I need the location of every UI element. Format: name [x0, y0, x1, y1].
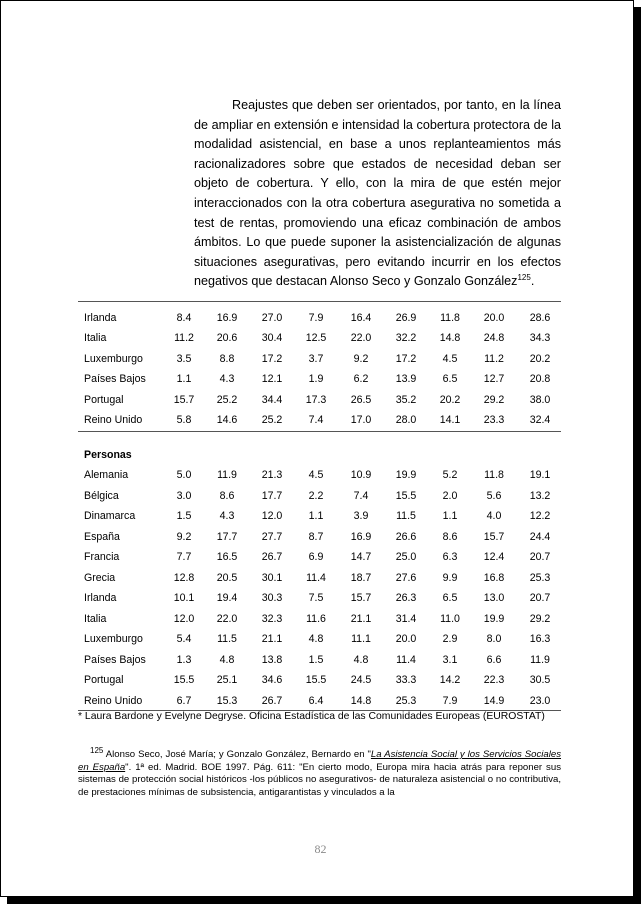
table-cell: 11.4	[306, 571, 326, 584]
country-label: España	[84, 530, 120, 543]
table-cell: 23.3	[483, 414, 505, 426]
table-cell: 4.3	[219, 510, 235, 522]
country-label: Reino Unido	[84, 694, 143, 707]
table-cell: 22.0	[350, 332, 372, 345]
table-cell: 11.2	[174, 332, 194, 345]
country-label: Irlanda	[84, 312, 117, 324]
table-cell: 25.0	[395, 551, 417, 563]
table-cell: 25.2	[216, 393, 238, 406]
table-cell: 21.1	[350, 612, 372, 625]
table-cell: 12.8	[173, 571, 195, 584]
table-cell: 4.3	[219, 373, 235, 386]
table-cell: 1.3	[176, 653, 192, 666]
table-row	[84, 328, 564, 348]
table-row	[84, 308, 564, 328]
table-cell: 2.9	[442, 633, 458, 645]
table-cell: 31.4	[395, 612, 417, 625]
table-cell: 26.6	[395, 530, 417, 543]
table-cell: 11.6	[306, 612, 326, 625]
table-cell: 8.6	[442, 530, 458, 543]
table-cell: 2.2	[308, 489, 324, 502]
table-cell: 6.2	[353, 373, 369, 386]
country-label: Italia	[84, 612, 107, 625]
table-cell: 20.5	[216, 571, 238, 584]
footnote	[78, 745, 562, 799]
country-label: Bélgica	[84, 489, 119, 502]
country-label: Irlanda	[84, 592, 117, 604]
table-source-note: * Laura Bardone y Evelyne Degryse. Oficina Estadística de las Comunidades Europeas (EUROSTAT)	[78, 711, 545, 722]
table-cell: 5.6	[486, 489, 502, 502]
table-cell: 14.7	[350, 551, 372, 563]
table-cell: 4.5	[442, 352, 458, 365]
table-cell: 21.1	[261, 633, 283, 645]
table-cell: 11.2	[484, 352, 504, 365]
footnote-book-title: La Asistencia Social y los Servicios Sociales en España	[78, 749, 562, 773]
table-cell: 19.1	[529, 469, 551, 481]
page-shadow-right	[634, 7, 641, 904]
table-cell: 17.0	[350, 414, 372, 426]
country-label: Luxemburgo	[84, 633, 143, 645]
table-cell: 5.8	[176, 414, 192, 426]
footnote-text-rest: ". 1ª ed. Madrid. BOE 1997. Pág. 611: "En cierto modo, Europa mira hacia atrás para reponer sus sistemas de protección social históricos -los públicos no asegurativos- de naturaleza asistencial o no contributiva, de prestaciones mínimas de subsistencia, antigarantistas y vinculados a la	[78, 761, 561, 798]
country-label: Dinamarca	[84, 510, 136, 522]
table-row	[84, 609, 564, 629]
table-cell: 20.2	[439, 393, 461, 406]
table-cell: 4.8	[219, 653, 235, 666]
table-cell: 25.2	[261, 414, 283, 426]
table-cell: 38.0	[529, 393, 551, 406]
table-cell: 27.7	[261, 530, 283, 543]
table-cell: 7.9	[442, 694, 458, 707]
table-cell: 21.3	[261, 469, 283, 481]
table-cell: 20.6	[216, 332, 238, 345]
table-cell: 30.3	[261, 592, 283, 604]
table-cell: 30.4	[261, 332, 283, 345]
table-cell: 20.2	[529, 352, 551, 365]
table-cell: 35.2	[395, 393, 417, 406]
country-label: Reino Unido	[84, 414, 143, 426]
table-cell: 16.9	[350, 530, 372, 543]
country-label: Portugal	[84, 393, 124, 406]
table-cell: 7.5	[308, 592, 324, 604]
table-cell: 19.9	[483, 612, 505, 625]
table-row	[84, 670, 564, 690]
table-cell: 29.2	[483, 393, 505, 406]
table-cell: 32.3	[261, 612, 283, 625]
table-cell: 17.7	[216, 530, 238, 543]
table-cell: 16.3	[529, 633, 551, 645]
table-cell: 20.0	[395, 633, 417, 645]
table-cell: 7.9	[308, 312, 324, 324]
table-cell: 3.7	[308, 352, 324, 365]
table-cell: 13.0	[483, 592, 505, 604]
table-cell: 1.9	[308, 373, 324, 386]
table-cell: 26.7	[261, 551, 283, 563]
table-cell: 7.7	[176, 551, 192, 563]
table-cell: 12.0	[173, 612, 195, 625]
table-cell: 11.5	[217, 633, 237, 645]
table-cell: 19.9	[395, 469, 417, 481]
table-cell: 23.0	[529, 694, 551, 707]
table-cell: 5.0	[176, 469, 192, 481]
country-label: Alemania	[84, 469, 129, 481]
table-cell: 16.8	[483, 571, 505, 584]
table-cell: 11.9	[530, 653, 550, 666]
table-cell: 14.8	[439, 332, 461, 345]
table-cell: 3.0	[176, 489, 192, 502]
table-row	[84, 527, 564, 547]
country-label: Países Bajos	[84, 373, 146, 386]
table-cell: 27.6	[395, 571, 417, 584]
table-cell: 11.4	[396, 653, 416, 666]
table-cell: 14.2	[439, 674, 461, 686]
table-cell: 12.1	[261, 373, 283, 386]
table-cell: 14.9	[483, 694, 505, 707]
country-label: Portugal	[84, 674, 124, 686]
table-cell: 17.2	[261, 352, 283, 365]
table-row	[84, 691, 564, 711]
table-row	[84, 486, 564, 506]
table-cell: 1.5	[176, 510, 192, 522]
table-cell: 15.7	[483, 530, 505, 543]
table-cell: 22.0	[216, 612, 238, 625]
table-cell: 24.8	[483, 332, 505, 345]
table-cell: 9.2	[176, 530, 192, 543]
table-cell: 11.0	[440, 612, 460, 625]
table-cell: 10.9	[350, 469, 372, 481]
table-cell: 11.5	[396, 510, 416, 522]
table-cell: 19.4	[216, 592, 238, 604]
table-cell: 13.8	[261, 653, 283, 666]
table-cell: 7.4	[308, 414, 324, 426]
table-cell: 25.3	[395, 694, 417, 707]
table-cell: 20.0	[483, 312, 505, 324]
table-cell: 34.6	[261, 674, 283, 686]
table-cell: 15.7	[173, 393, 195, 406]
country-label: Italia	[84, 332, 107, 345]
table-cell: 20.7	[529, 592, 551, 604]
table-cell: 25.3	[529, 571, 551, 584]
table-row	[84, 369, 564, 389]
table-cell: 12.0	[261, 510, 283, 522]
table-cell: 4.8	[308, 633, 324, 645]
table-cell: 12.5	[305, 332, 327, 345]
table-cell: 8.8	[219, 352, 235, 365]
table-cell: 24.4	[529, 530, 551, 543]
table-cell: 4.5	[308, 469, 324, 481]
table-cell: 14.6	[216, 414, 238, 426]
table-cell: 22.3	[483, 674, 505, 686]
paragraph-end: .	[530, 274, 535, 289]
table-cell: 6.5	[442, 592, 458, 604]
table-cell: 17.3	[305, 393, 327, 406]
table-cell: 33.3	[395, 674, 417, 686]
table-cell: 16.9	[216, 312, 238, 324]
table-cell: 28.6	[529, 312, 551, 324]
table-cell: 25.1	[216, 674, 238, 686]
table-cell: 3.5	[176, 352, 192, 365]
table-cell: 9.9	[442, 571, 458, 584]
table-cell: 6.3	[442, 551, 458, 563]
table-cell: 15.3	[216, 694, 238, 707]
table-cell: 16.4	[350, 312, 372, 324]
table-cell: 26.7	[261, 694, 283, 707]
paragraph-text: Reajustes que deben ser orientados, por tanto, en la línea de ampliar en extensión e intensidad la cobertura protectora de la modalidad asistencial, en base a unos replanteamientos más racionalizadores sobre que estados de necesidad deban ser objeto de cobertura. Y ello, con la mira de que estén mejor interaccionados con la otra cobertura asegurativa no sometida a test de rentas, promoviendo una eficaz combinación de ambos ámbitos. Lo que puede suponer la asistencialización de algunas situaciones asegurativas, pero evitando incurrir en los efectos negativos que destacan Alonso Seco y Gonzalo González	[194, 98, 561, 289]
table-cell: 5.4	[176, 633, 192, 645]
page-number: 82	[314, 842, 327, 856]
table-cell: 18.7	[350, 571, 372, 584]
table-cell: 10.1	[173, 592, 195, 604]
table-cell: 6.9	[308, 551, 324, 563]
table-cell: 15.5	[173, 674, 195, 686]
table-cell: 8.7	[308, 530, 324, 543]
table-cell: 32.4	[529, 414, 551, 426]
table-cell: 6.6	[486, 653, 502, 666]
table-cell: 13.9	[395, 373, 417, 386]
table-cell: 17.7	[261, 489, 283, 502]
table-cell: 6.7	[176, 694, 192, 707]
table-cell: 13.2	[529, 489, 551, 502]
table-row	[84, 506, 564, 526]
section-label-personas: Personas	[84, 449, 132, 461]
table-cell: 34.3	[529, 332, 551, 345]
table-cell: 20.7	[529, 551, 551, 563]
table-cell: 26.9	[395, 312, 417, 324]
table-row	[84, 349, 564, 369]
table-cell: 2.0	[442, 489, 458, 502]
table-cell: 1.1	[442, 510, 458, 522]
table-cell: 26.3	[395, 592, 417, 604]
table-row	[84, 390, 564, 410]
table-cell: 27.0	[261, 312, 283, 324]
table-cell: 30.5	[529, 674, 551, 686]
footnote-reference: 125	[517, 273, 531, 283]
table-cell: 6.4	[308, 694, 324, 707]
page-shadow-bottom	[7, 897, 641, 904]
country-label: Francia	[84, 551, 120, 563]
table-cell: 26.5	[350, 393, 372, 406]
table-cell: 7.4	[353, 489, 369, 502]
table-cell: 11.8	[440, 312, 460, 324]
table-cell: 15.5	[395, 489, 417, 502]
table-cell: 12.4	[483, 551, 505, 563]
table-cell: 34.4	[261, 393, 283, 406]
table-row	[84, 588, 564, 608]
footnote-text-start: Alonso Seco, José María; y Gonzalo González, Bernardo en "	[105, 749, 371, 760]
table-row	[84, 568, 564, 588]
table-cell: 32.2	[395, 332, 417, 345]
table-cell: 29.2	[529, 612, 551, 625]
country-label: Grecia	[84, 571, 116, 584]
table-row	[84, 629, 564, 649]
table-cell: 1.1	[308, 510, 324, 522]
table-row	[84, 650, 564, 670]
table-cell: 24.5	[350, 674, 372, 686]
table-cell: 3.9	[353, 510, 369, 522]
table-cell: 15.7	[350, 592, 372, 604]
table-cell: 6.5	[442, 373, 458, 386]
table-cell: 14.1	[439, 414, 461, 426]
table-row	[84, 547, 564, 567]
table-row	[84, 410, 564, 430]
table-cell: 8.0	[486, 633, 502, 645]
table-cell: 9.2	[353, 352, 369, 365]
table-cell: 3.1	[442, 653, 458, 666]
body-paragraph	[194, 96, 561, 292]
footnote-number: 125	[90, 745, 104, 755]
table-cell: 11.8	[484, 469, 504, 481]
table-cell: 20.8	[529, 373, 551, 386]
table-cell: 28.0	[395, 414, 417, 426]
table-middle-rule	[78, 431, 561, 432]
table-cell: 15.5	[305, 674, 327, 686]
country-label: Países Bajos	[84, 653, 146, 666]
table-cell: 8.6	[219, 489, 235, 502]
table-cell: 1.5	[308, 653, 324, 666]
table-cell: 17.2	[395, 352, 417, 365]
table-cell: 12.2	[529, 510, 551, 522]
table-row	[84, 465, 564, 485]
table-cell: 12.7	[483, 373, 505, 386]
country-label: Luxemburgo	[84, 352, 143, 365]
table-cell: 5.2	[442, 469, 458, 481]
table-cell: 4.8	[353, 653, 369, 666]
table-cell: 4.0	[486, 510, 502, 522]
table-cell: 11.9	[217, 469, 237, 481]
table-cell: 16.5	[216, 551, 238, 563]
table-cell: 1.1	[176, 373, 192, 386]
table-cell: 30.1	[261, 571, 283, 584]
table-cell: 14.8	[350, 694, 372, 707]
table-cell: 8.4	[176, 312, 192, 324]
table-cell: 11.1	[351, 633, 371, 645]
table-top-rule	[78, 301, 561, 302]
